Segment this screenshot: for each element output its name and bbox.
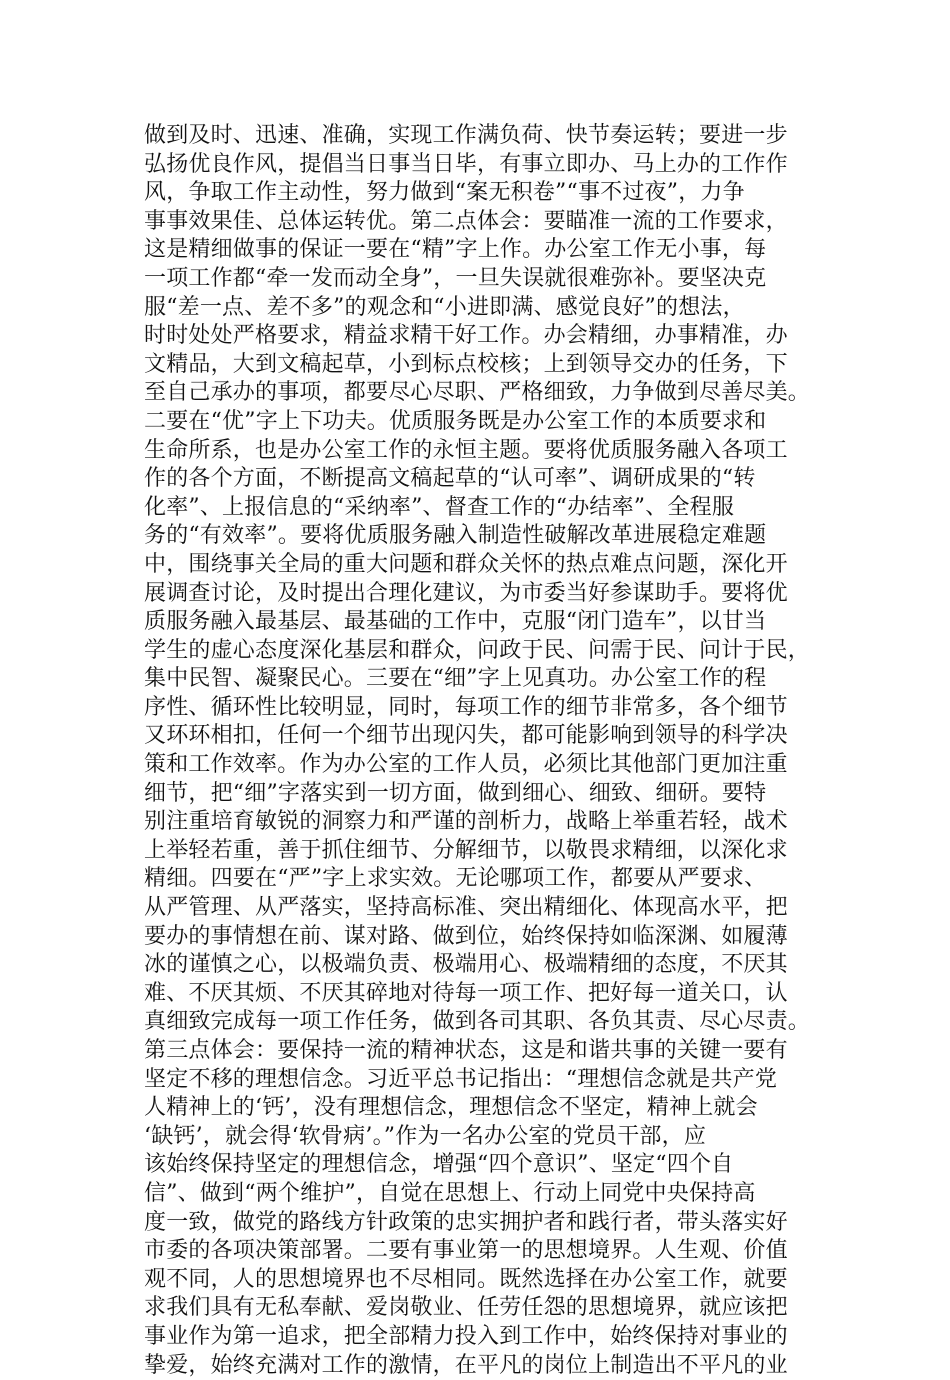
text-line: 细节，把“细”字落实到一切方面，做到细心、细致、细研。要特 (144, 780, 767, 806)
text-line: 时时处处严格要求，精益求精干好工作。办会精细，办事精准，办 (144, 323, 788, 349)
text-line: 市委的各项决策部署。二要有事业第一的思想境界。人生观、价值 (144, 1238, 788, 1264)
text-line: 质服务融入最基层、最基础的工作中，克服“闭门造车”，以甘当 (144, 609, 767, 635)
body-text (144, 122, 824, 1380)
text-line: 展调查讨论，及时提出合理化建议，为市委当好参谋助手。要将优 (144, 580, 788, 606)
text-line: 别注重培育敏锐的洞察力和严谨的剖析力，战略上举重若轻，战术 (144, 809, 788, 835)
text-line: 上举轻若重，善于抓住细节、分解细节，以敬畏求精细，以深化求 (144, 837, 788, 863)
text-line: 生命所系，也是办公室工作的永恒主题。要将优质服务融入各项工 (144, 437, 788, 463)
text-line: 中，围绕事关全局的重大问题和群众关怀的热点难点问题，深化开 (144, 551, 788, 577)
text-line: ‘缺钙’，就会得‘软骨病’。”作为一名办公室的党员干部，应 (144, 1123, 707, 1149)
text-line: 至自己承办的事项，都要尽心尽职、严格细致，力争做到尽善尽美。 (144, 380, 811, 406)
text-line: 坚定不移的理想信念。习近平总书记指出：“理想信念就是共产党 (144, 1066, 778, 1092)
text-line: 服“差一点、差不多”的观念和“小进即满、感觉良好”的想法， (144, 294, 745, 320)
text-line: 从严管理、从严落实，坚持高标准、突出精细化、体现高水平，把 (144, 895, 788, 921)
text-line: 又环环相扣，任何一个细节出现闪失，都可能影响到领导的科学决 (144, 723, 788, 749)
text-line: 学生的虚心态度深化基层和群众，问政于民、问需于民、问计于民， (144, 637, 811, 663)
text-line: 人精神上的‘钙’，没有理想信念，理想信念不坚定，精神上就会 (144, 1095, 758, 1121)
text-line: 挚爱，始终充满对工作的激情，在平凡的岗位上制造出不平凡的业 (144, 1352, 788, 1378)
text-line: 二要在“优”字上下功夫。优质服务既是办公室工作的本质要求和 (144, 408, 767, 434)
text-line: 求我们具有无私奉献、爱岗敬业、任劳任怨的思想境界，就应该把 (144, 1295, 788, 1321)
text-line: 第三点体会：要保持一流的精神状态，这是和谐共事的关键一要有 (144, 1038, 788, 1063)
text-line: 要办的事情想在前、谋对路、做到位，始终保持如临深渊、如履薄 (144, 923, 788, 949)
text-line: 集中民智、凝聚民心。三要在“细”字上见真功。办公室工作的程 (144, 666, 767, 692)
text-line: 真细致完成每一项工作任务，做到各司其职、各负其责、尽心尽责。 (144, 1009, 811, 1035)
text-line: 务的“有效率”。要将优质服务融入制造性破解改革进展稳定难题 (144, 523, 767, 549)
text-line: 这是精细做事的保证一要在“精”字上作。办公室工作无小事，每 (144, 237, 767, 263)
text-line: 难、不厌其烦、不厌其碎地对待每一项工作、把好每一道关口，认 (144, 980, 788, 1006)
text-line: 事业作为第一追求，把全部精力投入到工作中，始终保持对事业的 (144, 1323, 788, 1349)
text-line: 弘扬优良作风，提倡当日事当日毕，有事立即办、马上办的工作作 (144, 151, 788, 177)
text-line: 做到及时、迅速、准确，实现工作满负荷、快节奏运转；要进一步 (144, 123, 788, 148)
text-line: 度一致，做党的路线方针政策的忠实拥护者和践行者，带头落实好 (144, 1209, 788, 1235)
text-line: 观不同，人的思想境界也不尽相同。既然选择在办公室工作，就要 (144, 1266, 788, 1292)
text-line: 一项工作都“牵一发而动全身”，一旦失误就很难弥补。要坚决克 (144, 265, 767, 291)
text-line: 文精品，大到文稿起草，小到标点校核；上到领导交办的任务，下 (144, 351, 788, 377)
text-line: 序性、循环性比较明显，同时，每项工作的细节非常多，各个细节 (144, 694, 788, 720)
text-line: 信”、做到“两个维护”，自觉在思想上、行动上同党中央保持高 (144, 1180, 756, 1206)
text-line: 冰的谨慎之心，以极端负责、极端用心、极端精细的态度，不厌其 (144, 952, 788, 978)
text-line: 事事效果佳、总体运转优。第二点体会：要瞄准一流的工作要求， (144, 208, 788, 234)
text-line: 策和工作效率。作为办公室的工作人员，必须比其他部门更加注重 (144, 752, 788, 778)
text-line: 风，争取工作主动性，努力做到“案无积卷”“事不过夜”，力争 (144, 180, 745, 206)
text-line: 精细。四要在“严”字上求实效。无论哪项工作，都要从严要求、 (144, 866, 767, 892)
text-line: 化率”、上报信息的“采纳率”、督查工作的“办结率”、全程服 (144, 494, 735, 520)
text-line: 作的各个方面，不断提高文稿起草的“认可率”、调研成果的“转 (144, 466, 756, 492)
text-line: 该始终保持坚定的理想信念，增强“四个意识”、坚定“四个自 (144, 1152, 734, 1178)
